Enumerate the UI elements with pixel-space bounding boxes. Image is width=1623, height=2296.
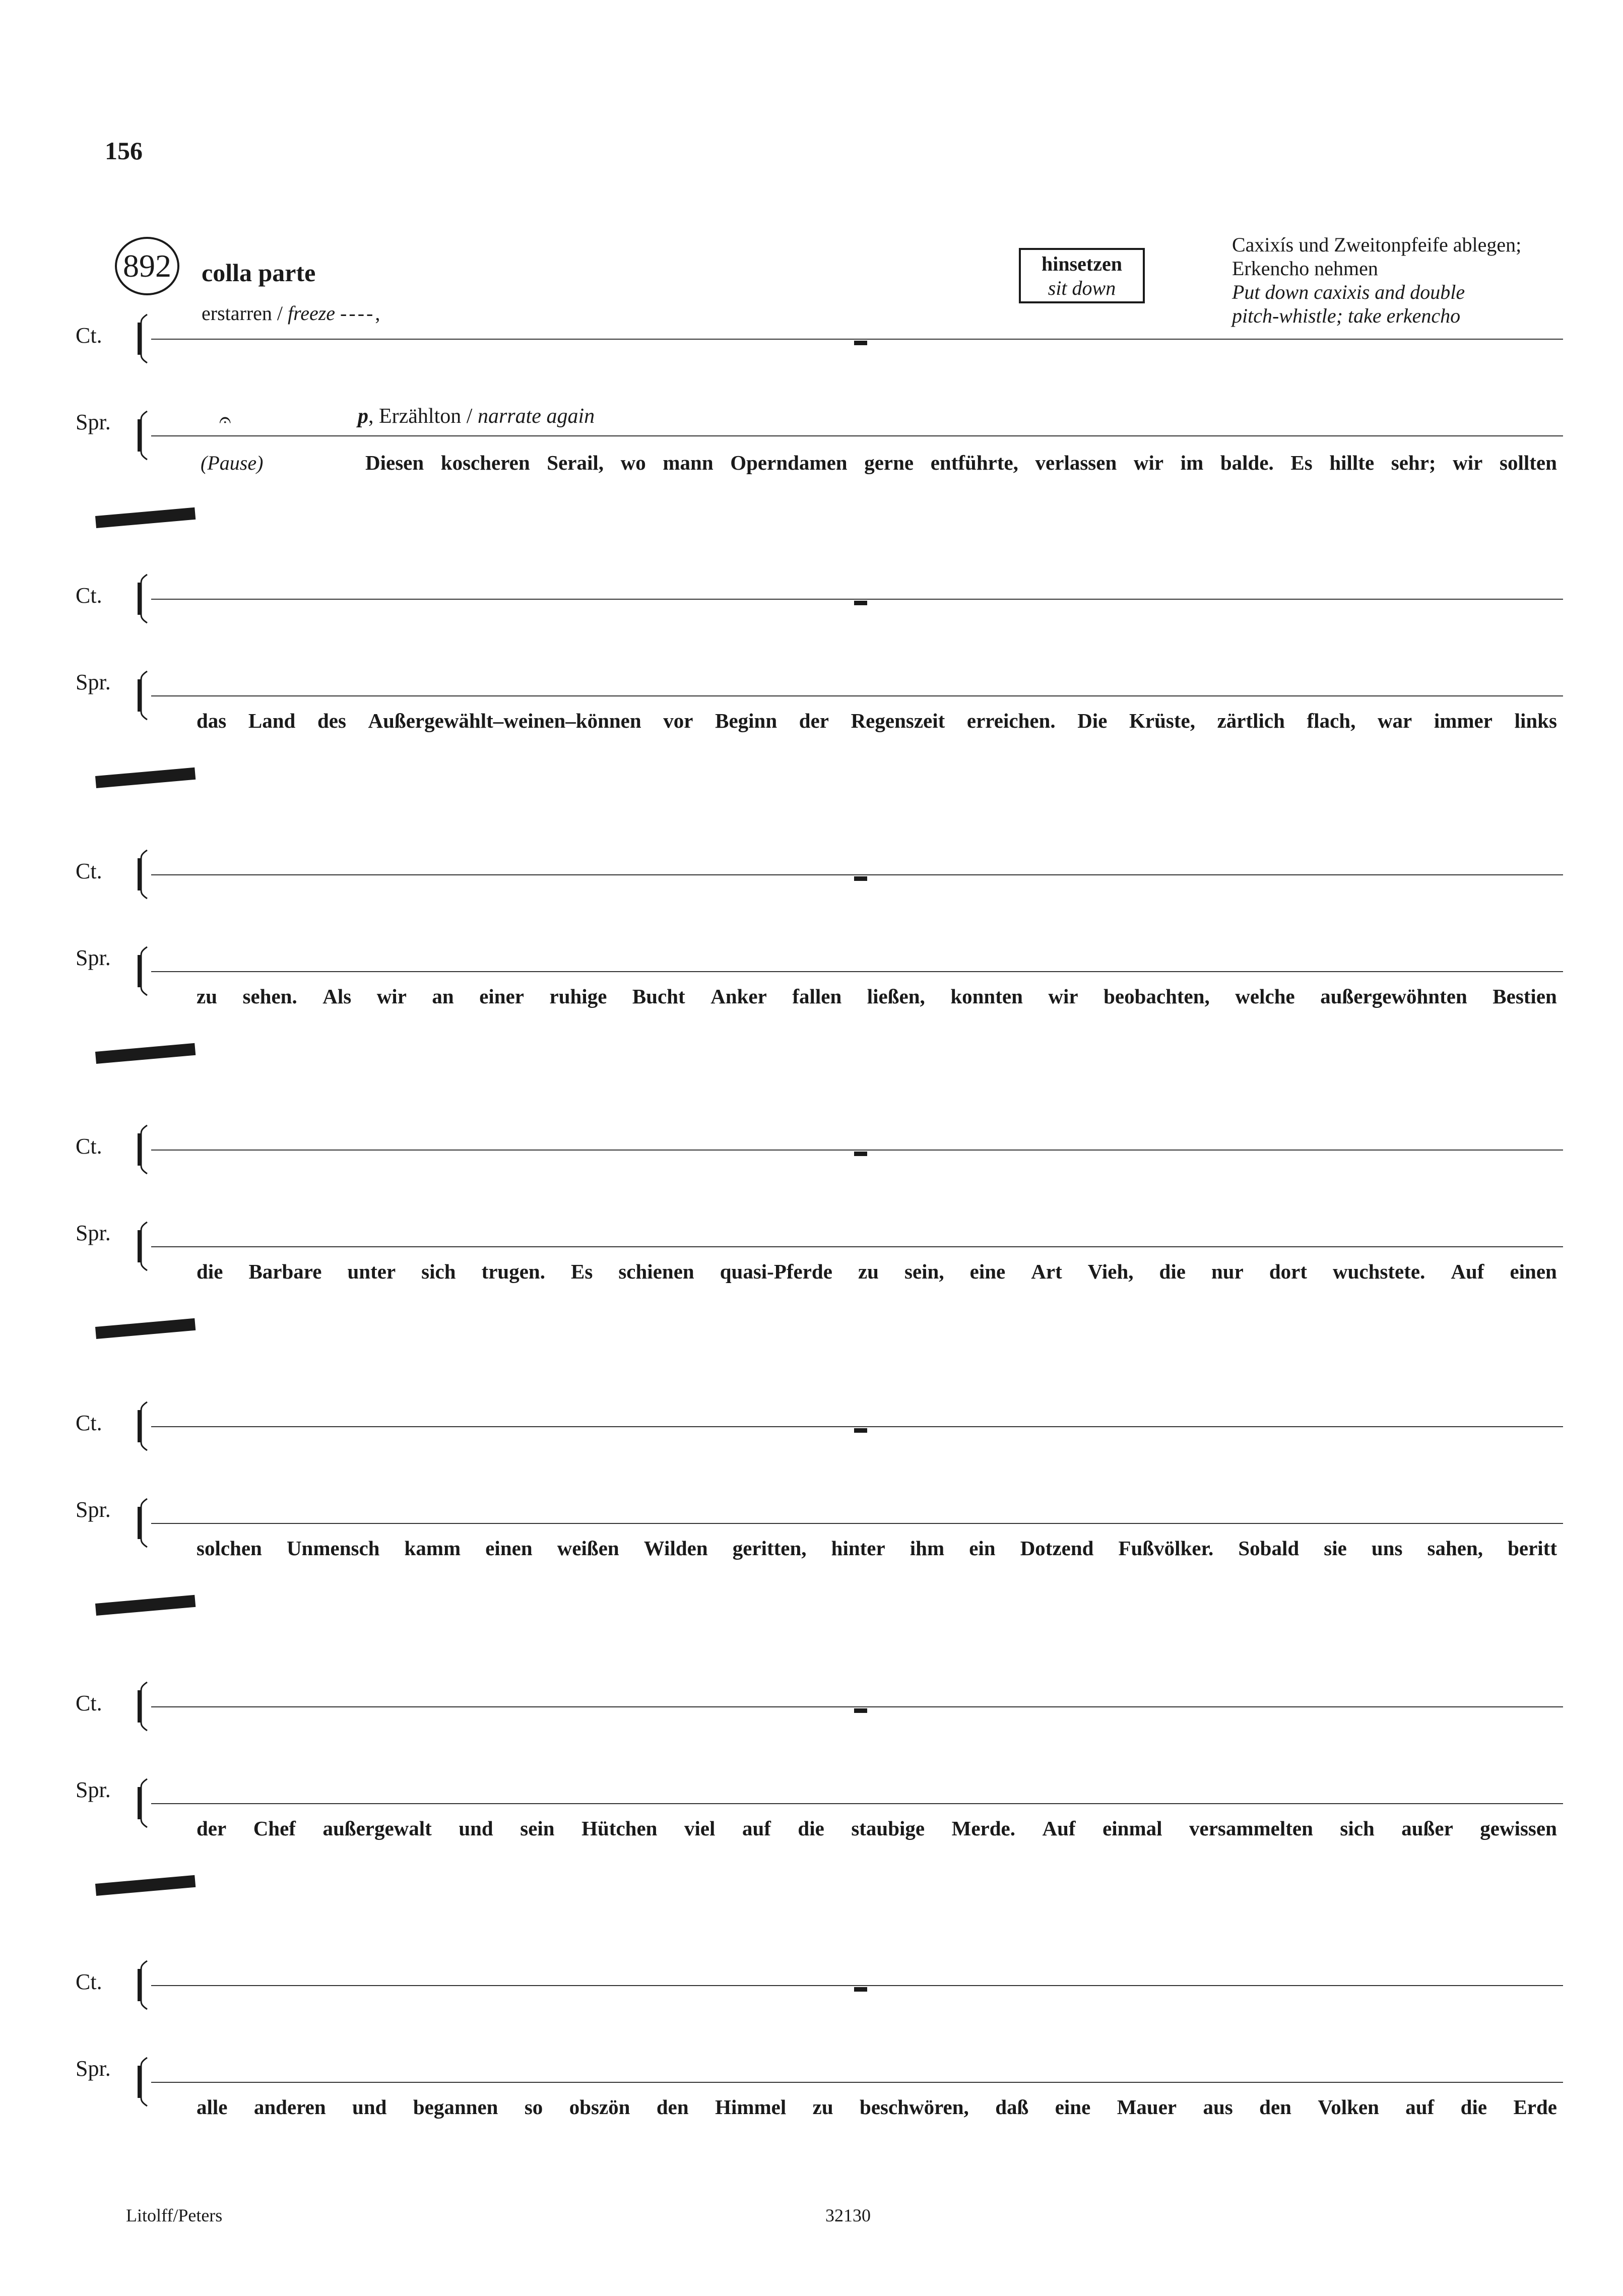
fermata-icon: 𝄐 <box>219 409 231 432</box>
lyric-word: Fußvölker. <box>1118 1537 1214 1560</box>
lyric-word: der <box>197 1817 227 1840</box>
lyric-word: Erde <box>1513 2095 1557 2119</box>
plate-number: 32130 <box>825 2205 871 2225</box>
instr-de-2: Erkencho nehmen <box>1232 257 1378 280</box>
lyric-word: immer <box>1434 709 1492 732</box>
instr-en-1: Put down caxixis and double <box>1232 281 1465 303</box>
lyric-word: das <box>197 709 227 732</box>
lyric-word: Volken <box>1318 2095 1379 2119</box>
lyric-word: außer <box>1401 1817 1453 1840</box>
spr-bracket <box>135 1498 150 1551</box>
lyric-word: wuchstete. <box>1333 1260 1425 1283</box>
system-divider <box>95 507 196 528</box>
ct-label: Ct. <box>76 323 102 348</box>
spr-bracket <box>135 1778 150 1831</box>
lyric-word: Auf <box>1451 1260 1484 1283</box>
lyric-word: sollten <box>1499 451 1557 474</box>
spr-label: Spr. <box>76 2056 111 2081</box>
lyric-word: ruhige <box>549 985 607 1008</box>
lyric-word: der <box>799 709 829 732</box>
spr-label: Spr. <box>76 945 111 970</box>
lyric-word: sein, <box>904 1260 944 1283</box>
lyric-word: Als <box>322 985 352 1008</box>
lyric-word: einen <box>1510 1260 1557 1283</box>
lyric-line <box>365 451 1557 475</box>
spr-bracket <box>135 410 150 463</box>
lyric-word: zu <box>812 2095 833 2119</box>
ct-label: Ct. <box>76 1134 102 1159</box>
lyric-line <box>197 1259 1557 1284</box>
bracket-icon <box>135 849 150 900</box>
lyric-word: Es <box>1290 451 1313 474</box>
spr-label: Spr. <box>76 1221 111 1245</box>
lyric-word: außergewalt <box>322 1817 432 1840</box>
spr-label: Spr. <box>76 1777 111 1802</box>
ct-bracket <box>135 849 150 902</box>
ct-label: Ct. <box>76 583 102 608</box>
lyric-word: balde. <box>1220 451 1274 474</box>
lyric-word: uns <box>1371 1537 1403 1560</box>
rest-symbol <box>854 1987 867 1992</box>
lyric-word: flach, <box>1307 709 1356 732</box>
dynamic-de: , Erzählton / <box>368 405 478 428</box>
spr-bracket <box>135 2057 150 2110</box>
lyric-word: Barbare <box>248 1260 322 1283</box>
lyric-word: zärtlich <box>1217 709 1285 732</box>
lyric-word: Hütchen <box>581 1817 658 1840</box>
lyric-word: ihm <box>910 1537 945 1560</box>
lyric-word: gewissen <box>1480 1817 1557 1840</box>
ct-label: Ct. <box>76 1691 102 1715</box>
lyric-word: Anker <box>710 985 767 1008</box>
ct-staff-line <box>151 599 1563 600</box>
spr-staff-line <box>151 1803 1563 1804</box>
lyric-word: sein <box>520 1817 555 1840</box>
lyric-word: Regenszeit <box>851 709 945 732</box>
ct-label: Ct. <box>76 1969 102 1994</box>
rest-symbol <box>854 1428 867 1433</box>
lyric-word: sich <box>421 1260 456 1283</box>
lyric-line <box>197 1816 1557 1840</box>
lyric-word: des <box>317 709 346 732</box>
lyric-word: auf <box>1405 2095 1435 2119</box>
rest-symbol <box>854 1708 867 1713</box>
lyric-word: die <box>798 1817 824 1840</box>
bracket-icon <box>135 313 150 364</box>
system-divider <box>95 1595 196 1616</box>
sit-down-box <box>1019 248 1145 303</box>
lyric-line <box>197 709 1557 733</box>
spr-bracket <box>135 670 150 723</box>
rest-symbol <box>854 1152 867 1156</box>
system-divider <box>95 1318 196 1339</box>
ct-bracket <box>135 1960 150 2013</box>
lyric-word: Art <box>1031 1260 1062 1283</box>
lyric-word: Operndamen <box>730 451 848 474</box>
lyric-word: hillte <box>1329 451 1375 474</box>
instrument-change-instruction <box>1232 233 1521 328</box>
ct-staff-line <box>151 1706 1563 1707</box>
freeze-direction <box>202 301 382 325</box>
lyric-word: einer <box>479 985 524 1008</box>
bracket-icon <box>135 1401 150 1451</box>
spr-bracket <box>135 1221 150 1274</box>
lyric-word: trugen. <box>481 1260 545 1283</box>
freeze-extension: ----, <box>340 302 382 325</box>
dynamic-direction <box>358 404 595 428</box>
lyric-line <box>197 984 1557 1008</box>
lyric-word: an <box>432 985 454 1008</box>
lyric-word: staubige <box>851 1817 925 1840</box>
lyric-word: anderen <box>253 2095 326 2119</box>
lyric-word: sehen. <box>242 985 297 1008</box>
lyric-word: Sobald <box>1238 1537 1300 1560</box>
rest-symbol <box>854 876 867 881</box>
ct-staff-line <box>151 1985 1563 1986</box>
lyric-word: quasi-Pferde <box>720 1260 832 1283</box>
lyric-word: solchen <box>197 1537 262 1560</box>
lyric-word: wir <box>376 985 407 1008</box>
lyric-word: welche <box>1235 985 1295 1008</box>
lyric-word: eine <box>1055 2095 1091 2119</box>
bracket-icon <box>135 946 150 996</box>
bracket-icon <box>135 573 150 624</box>
lyric-word: Außergewählt–weinen–können <box>368 709 641 732</box>
lyric-line <box>197 2095 1557 2119</box>
freeze-en: freeze <box>288 302 336 325</box>
spr-label: Spr. <box>76 1497 111 1522</box>
lyric-word: und <box>352 2095 387 2119</box>
lyric-word: links <box>1514 709 1557 732</box>
lyric-word: entführte, <box>930 451 1018 474</box>
bracket-icon <box>135 1778 150 1828</box>
lyric-word: im <box>1180 451 1204 474</box>
ct-staff-line <box>151 1426 1563 1427</box>
system-divider <box>95 1875 196 1896</box>
lyric-word: konnten <box>950 985 1023 1008</box>
lyric-word: Dotzend <box>1020 1537 1094 1560</box>
lyric-word: mann <box>663 451 713 474</box>
spr-staff-line <box>151 1246 1563 1247</box>
sit-down-de: hinsetzen <box>1042 252 1122 275</box>
bracket-icon <box>135 1960 150 2010</box>
lyric-word: Mauer <box>1117 2095 1177 2119</box>
lyric-word: die <box>1460 2095 1487 2119</box>
lyric-word: sehr; <box>1391 451 1436 474</box>
lyric-word: Land <box>248 709 296 732</box>
bracket-icon <box>135 410 150 461</box>
lyric-word: zu <box>858 1260 879 1283</box>
lyric-word: erreichen. <box>966 709 1056 732</box>
spr-staff-line <box>151 1523 1563 1524</box>
lyric-word: koscheren <box>440 451 530 474</box>
lyric-word: beritt <box>1508 1537 1557 1560</box>
spr-staff-line <box>151 971 1563 972</box>
lyric-word: obszön <box>569 2095 630 2119</box>
bracket-icon <box>135 1498 150 1548</box>
lyric-word: sie <box>1324 1537 1347 1560</box>
bracket-icon <box>135 1221 150 1271</box>
lyric-word: vor <box>663 709 693 732</box>
lyric-word: den <box>1259 2095 1291 2119</box>
lyric-word: aus <box>1203 2095 1233 2119</box>
lyric-word: die <box>197 1260 223 1283</box>
sit-down-en: sit down <box>1048 277 1116 299</box>
lyric-word: begannen <box>413 2095 498 2119</box>
lyric-word: außergewöhnten <box>1320 985 1467 1008</box>
lyric-word: Auf <box>1042 1817 1076 1840</box>
lyric-word: den <box>656 2095 689 2119</box>
lyric-word: Krüste, <box>1129 709 1195 732</box>
lyric-word: wir <box>1453 451 1483 474</box>
bracket-icon <box>135 1681 150 1732</box>
ct-bracket <box>135 1681 150 1734</box>
spr-label: Spr. <box>76 410 111 434</box>
lyric-word: weißen <box>557 1537 619 1560</box>
ct-staff-line <box>151 874 1563 875</box>
lyric-word: einmal <box>1102 1817 1162 1840</box>
lyric-word: auf <box>742 1817 771 1840</box>
lyric-word: kamm <box>404 1537 461 1560</box>
lyric-word: Wilden <box>643 1537 708 1560</box>
lyric-word: beschwören, <box>860 2095 969 2119</box>
ct-staff-line <box>151 1150 1563 1151</box>
lyric-word: Bucht <box>632 985 685 1008</box>
freeze-de: erstarren / <box>202 302 288 325</box>
ct-label: Ct. <box>76 859 102 883</box>
bracket-icon <box>135 1124 150 1175</box>
lyric-word: verlassen <box>1035 451 1117 474</box>
lyric-word: einen <box>485 1537 533 1560</box>
lyric-word: sahen, <box>1427 1537 1483 1560</box>
lyric-word: ließen, <box>867 985 925 1008</box>
lyric-word: dort <box>1269 1260 1307 1283</box>
page-number: 156 <box>105 137 143 165</box>
lyric-word: nur <box>1211 1260 1244 1283</box>
instr-de-1: Caxixís und Zweitonpfeife ablegen; <box>1232 233 1522 256</box>
lyric-word: zu <box>197 985 217 1008</box>
lyric-word: Merde. <box>951 1817 1015 1840</box>
rest-symbol <box>854 341 867 345</box>
lyric-word: ein <box>969 1537 996 1560</box>
lyric-word: Es <box>571 1260 593 1283</box>
lyric-word: war <box>1377 709 1412 732</box>
lyric-word: Die <box>1077 709 1108 732</box>
lyric-word: Serail, <box>547 451 604 474</box>
ct-label: Ct. <box>76 1411 102 1435</box>
lyric-word: beobachten, <box>1103 985 1210 1008</box>
instr-en-2: pitch-whistle; take erkencho <box>1232 304 1461 327</box>
lyric-word: wir <box>1133 451 1164 474</box>
dynamic-mark: p <box>358 405 368 428</box>
lyric-word: wir <box>1048 985 1078 1008</box>
ct-bracket <box>135 1401 150 1454</box>
publisher: Litolff/Peters <box>126 2205 223 2225</box>
lyric-word: gerne <box>864 451 914 474</box>
spr-staff-line <box>151 2082 1563 2083</box>
lyric-word: Bestien <box>1492 985 1557 1008</box>
lyric-word: eine <box>969 1260 1006 1283</box>
system-divider <box>95 1043 196 1064</box>
lyric-word: wo <box>620 451 646 474</box>
ct-bracket <box>135 1124 150 1177</box>
system-divider <box>95 768 196 788</box>
spr-bracket <box>135 946 150 999</box>
lyric-word: Unmensch <box>286 1537 380 1560</box>
ct-bracket <box>135 573 150 626</box>
lyric-word: Himmel <box>715 2095 787 2119</box>
rest-symbol <box>854 601 867 605</box>
lyric-word: hinter <box>831 1537 885 1560</box>
bracket-icon <box>135 2057 150 2107</box>
lyric-word: Beginn <box>715 709 777 732</box>
bracket-icon <box>135 670 150 721</box>
ct-bracket <box>135 313 150 366</box>
lyric-word: alle <box>197 2095 228 2119</box>
rehearsal-mark: 892 <box>115 237 179 295</box>
lyric-word: sich <box>1340 1817 1375 1840</box>
lyric-word: die <box>1159 1260 1186 1283</box>
lyric-word: fallen <box>792 985 842 1008</box>
lyric-word: viel <box>684 1817 716 1840</box>
lyric-word: schienen <box>618 1260 694 1283</box>
lyric-word: Diesen <box>365 451 424 474</box>
spr-label: Spr. <box>76 670 111 694</box>
pause-label: (Pause) <box>201 452 264 474</box>
lyric-word: und <box>459 1817 493 1840</box>
spr-staff-line <box>151 695 1563 696</box>
lyric-word: geritten, <box>732 1537 807 1560</box>
ct-staff-line <box>151 339 1563 340</box>
lyric-word: so <box>524 2095 543 2119</box>
lyric-word: versammelten <box>1189 1817 1313 1840</box>
lyric-word: unter <box>347 1260 396 1283</box>
spr-staff-line <box>151 435 1563 436</box>
lyric-word: Vieh, <box>1087 1260 1134 1283</box>
lyric-line <box>197 1536 1557 1560</box>
colla-parte-direction: colla parte <box>202 259 316 287</box>
lyric-word: daß <box>995 2095 1029 2119</box>
dynamic-en: narrate again <box>477 405 595 428</box>
lyric-word: Chef <box>253 1817 296 1840</box>
